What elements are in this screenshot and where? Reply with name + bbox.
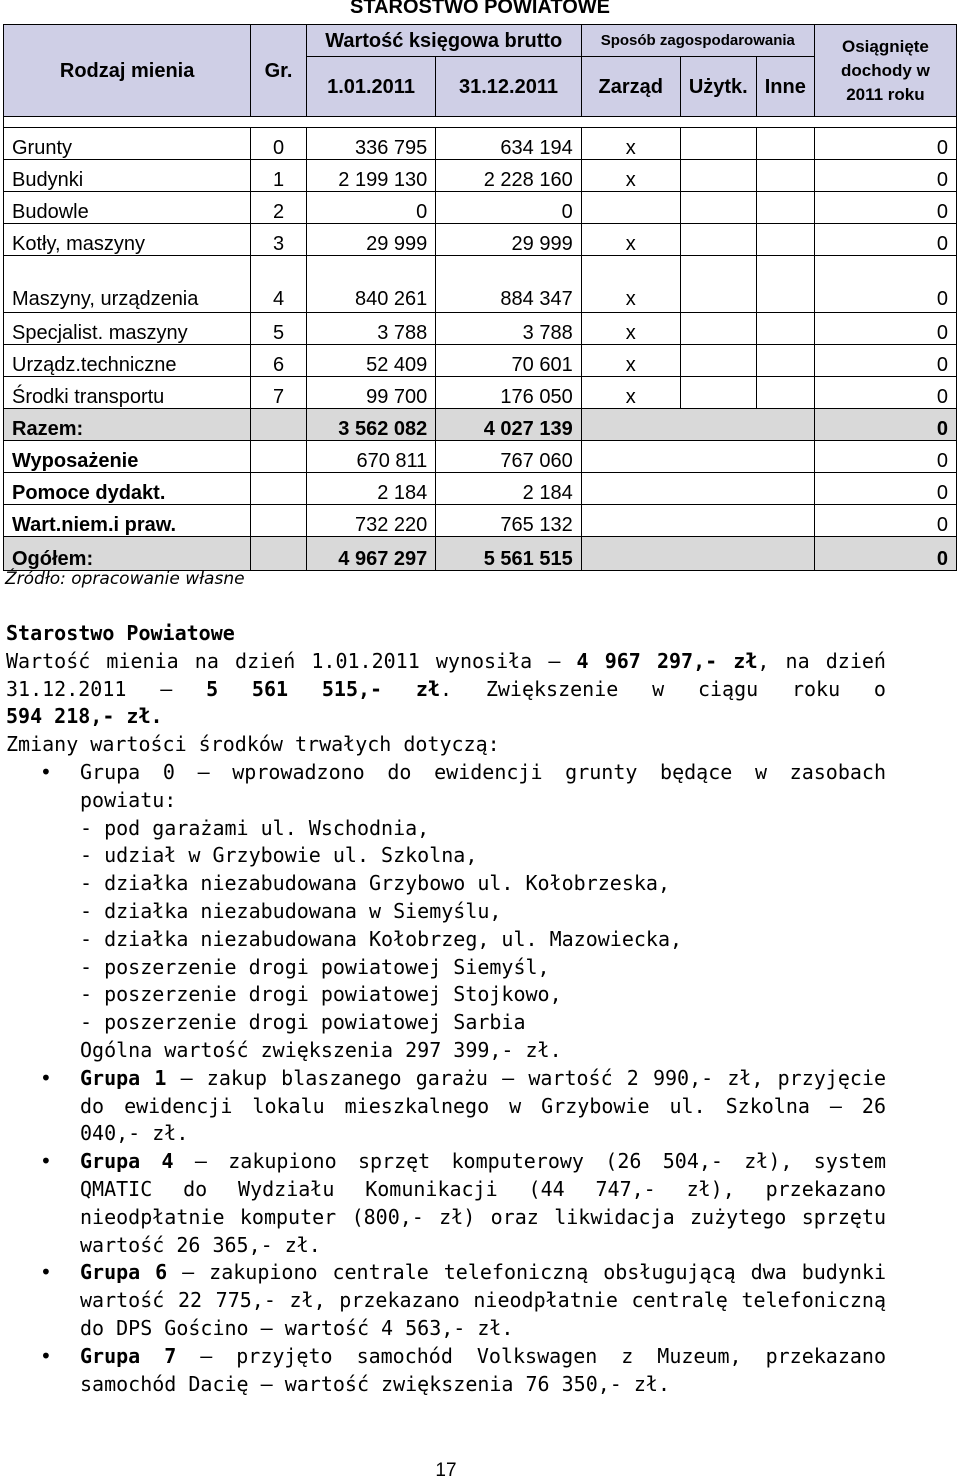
cell-doch: 0 — [814, 441, 956, 473]
cell-v1: 336 795 — [306, 128, 436, 160]
table-row — [4, 313, 957, 345]
header-date-end: 31.12.2011 — [436, 57, 581, 117]
text-span: – przyjęto samochód Volkswagen z Muzeum, przekazano samochód Dacię – wartość zwiększenia 76 350,- zł. — [80, 1343, 886, 1396]
cell-v1: 732 220 — [306, 505, 436, 537]
cell-name: Specjalist. maszyny — [4, 313, 251, 345]
cell-inne — [756, 345, 814, 377]
cell-name: Razem: — [4, 409, 251, 441]
cell-gr: 1 — [251, 160, 306, 192]
text-span: 31.12.2011 – — [6, 676, 207, 701]
cell-v2: 29 999 — [436, 224, 581, 256]
cell-doch: 0 — [814, 128, 956, 160]
cell-name: Wyposażenie — [4, 441, 251, 473]
cell-v1: 29 999 — [306, 224, 436, 256]
cell-v1: 3 562 082 — [306, 409, 436, 441]
cell-v1: 4 967 297 — [306, 537, 436, 571]
cell-zarzad: x — [581, 256, 680, 313]
cell-gr: 4 — [251, 256, 306, 313]
cell-gr: 3 — [251, 224, 306, 256]
list-item — [6, 1148, 886, 1259]
sub-item: - poszerzenie drogi powiatowej Sarbia — [80, 1010, 526, 1035]
cell-sposob — [581, 473, 814, 505]
cell-v2: 70 601 — [436, 345, 581, 377]
list-item — [6, 1259, 886, 1342]
cell-uzytk — [680, 128, 756, 160]
asset-value-table — [3, 24, 957, 571]
table-row — [4, 473, 957, 505]
page-number: 17 — [435, 1460, 457, 1481]
cell-inne — [756, 256, 814, 313]
ogolem-row — [4, 537, 957, 571]
cell-uzytk — [680, 256, 756, 313]
cell-inne — [756, 128, 814, 160]
header-uzytk: Użytk. — [680, 57, 756, 117]
list-item — [6, 759, 886, 1065]
sub-item: - działka niezabudowana w Siemyślu, — [80, 898, 502, 923]
cell-v2: 2 228 160 — [436, 160, 581, 192]
list-item — [6, 1343, 886, 1399]
cell-name: Wart.niem.i praw. — [4, 505, 251, 537]
header-date-start: 1.01.2011 — [306, 57, 436, 117]
cell-gr: 7 — [251, 377, 306, 409]
document-title: STAROSTWO POWIATOWE — [350, 0, 610, 18]
cell-v1: 670 811 — [306, 441, 436, 473]
cell-v2: 884 347 — [436, 256, 581, 313]
table-row — [4, 224, 957, 256]
cell-v1: 52 409 — [306, 345, 436, 377]
cell-uzytk — [680, 224, 756, 256]
cell-doch: 0 — [814, 345, 956, 377]
cell-v2: 2 184 — [436, 473, 581, 505]
cell-v1: 2 184 — [306, 473, 436, 505]
cell-zarzad: x — [581, 224, 680, 256]
cell-v2: 767 060 — [436, 441, 581, 473]
cell-gr: 5 — [251, 313, 306, 345]
cell-sposob — [581, 505, 814, 537]
text-bold: 5 561 515,- zł — [206, 676, 440, 701]
table-row — [4, 441, 957, 473]
cell-name: Środki transportu — [4, 377, 251, 409]
cell-doch: 0 — [814, 409, 956, 441]
table-row — [4, 128, 957, 160]
cell-gr — [251, 441, 306, 473]
table-row — [4, 192, 957, 224]
sub-item: - poszerzenie drogi powiatowej Stojkowo, — [80, 982, 562, 1007]
cell-inne — [756, 377, 814, 409]
cell-uzytk — [680, 313, 756, 345]
cell-inne — [756, 313, 814, 345]
table-spacer — [4, 117, 957, 128]
cell-zarzad: x — [581, 345, 680, 377]
text-bold: Grupa 7 — [80, 1343, 177, 1368]
paragraph-line — [6, 676, 886, 704]
table-row — [4, 505, 957, 537]
cell-uzytk — [680, 160, 756, 192]
cell-zarzad: x — [581, 160, 680, 192]
cell-uzytk — [680, 192, 756, 224]
razem-row — [4, 409, 957, 441]
cell-gr: 0 — [251, 128, 306, 160]
cell-inne — [756, 192, 814, 224]
cell-doch: 0 — [814, 313, 956, 345]
cell-doch: 0 — [814, 224, 956, 256]
table-row — [4, 345, 957, 377]
cell-v2: 634 194 — [436, 128, 581, 160]
header-sposob: Sposób zagospodarowania — [581, 25, 814, 57]
text-bold: Grupa 1 — [80, 1065, 167, 1090]
cell-doch: 0 — [814, 377, 956, 409]
cell-name: Grunty — [4, 128, 251, 160]
sub-item: - poszerzenie drogi powiatowej Siemyśl, — [80, 954, 550, 979]
cell-zarzad — [581, 192, 680, 224]
header-gr: Gr. — [251, 25, 306, 117]
source-note: Źródło: opracowanie własne — [5, 569, 245, 589]
cell-v2: 5 561 515 — [436, 537, 581, 571]
section-body — [6, 620, 886, 1398]
cell-gr — [251, 505, 306, 537]
cell-name: Urządz.techniczne — [4, 345, 251, 377]
text-span: , na dzień — [757, 648, 886, 673]
cell-zarzad: x — [581, 377, 680, 409]
header-dochody: Osiągnięte dochody w 2011 roku — [814, 25, 956, 117]
table-row — [4, 160, 957, 192]
table-row — [4, 377, 957, 409]
sub-item: Ogólna wartość zwiększenia 297 399,- zł. — [80, 1037, 562, 1062]
header-rodzaj: Rodzaj mienia — [4, 25, 251, 117]
paragraph-line — [6, 648, 886, 676]
section-heading: Starostwo Powiatowe — [6, 621, 235, 645]
text-span: – zakupiono sprzęt komputerowy (26 504,- zł), system QMATIC do Wydziału Komunikacji (44 747,- zł), przekazano nieodpłatnie komputer (800,- zł) oraz likwidacja zużytego sprzętu wartość 26 365,- zł. — [80, 1149, 886, 1257]
cell-v2: 765 132 — [436, 505, 581, 537]
cell-v2: 176 050 — [436, 377, 581, 409]
header-inne: Inne — [756, 57, 814, 117]
cell-v2: 3 788 — [436, 313, 581, 345]
cell-inne — [756, 224, 814, 256]
cell-gr — [251, 409, 306, 441]
cell-uzytk — [680, 377, 756, 409]
changes-list — [6, 759, 886, 1398]
cell-gr: 6 — [251, 345, 306, 377]
cell-doch: 0 — [814, 473, 956, 505]
cell-doch: 0 — [814, 537, 956, 571]
cell-name: Budynki — [4, 160, 251, 192]
cell-name: Pomoce dydakt. — [4, 473, 251, 505]
cell-v2: 4 027 139 — [436, 409, 581, 441]
text-span: . Zwiększenie w ciągu roku o — [439, 676, 886, 701]
header-zarzad: Zarząd — [581, 57, 680, 117]
cell-zarzad: x — [581, 313, 680, 345]
list-item — [6, 1065, 886, 1148]
paragraph-line: Zmiany wartości środków trwałych dotyczą: — [6, 732, 500, 757]
cell-name: Maszyny, urządzenia — [4, 256, 251, 313]
sub-item: - pod garażami ul. Wschodnia, — [80, 815, 430, 840]
cell-name: Ogółem: — [4, 537, 251, 571]
cell-v1: 0 — [306, 192, 436, 224]
table-row — [4, 256, 957, 313]
cell-doch: 0 — [814, 505, 956, 537]
cell-v1: 3 788 — [306, 313, 436, 345]
cell-inne — [756, 160, 814, 192]
cell-v1: 840 261 — [306, 256, 436, 313]
text-bold: Grupa 6 — [80, 1260, 168, 1285]
cell-sposob — [581, 537, 814, 571]
paragraph-line — [6, 703, 886, 731]
sub-item: - udział w Grzybowie ul. Szkolna, — [80, 843, 478, 868]
cell-doch: 0 — [814, 256, 956, 313]
sub-item: - działka niezabudowana Grzybowo ul. Kołobrzeska, — [80, 871, 671, 896]
text-bold: 4 967 297,- zł — [576, 648, 758, 673]
text-bold: 594 218,- zł. — [6, 704, 163, 729]
cell-gr: 2 — [251, 192, 306, 224]
cell-uzytk — [680, 345, 756, 377]
cell-doch: 0 — [814, 192, 956, 224]
cell-v1: 99 700 — [306, 377, 436, 409]
text-span: Grupa 0 – wprowadzono do ewidencji grunty będące w zasobach powiatu: — [80, 759, 886, 812]
cell-name: Budowle — [4, 192, 251, 224]
cell-gr — [251, 473, 306, 505]
cell-name: Kotły, maszyny — [4, 224, 251, 256]
text-bold: Grupa 4 — [80, 1149, 174, 1174]
cell-doch: 0 — [814, 160, 956, 192]
sub-item: - działka niezabudowana Kołobrzeg, ul. Mazowiecka, — [80, 926, 683, 951]
cell-sposob — [581, 409, 814, 441]
text-span: Wartość mienia na dzień 1.01.2011 wynosiła – — [6, 648, 577, 673]
header-wartosc: Wartość księgowa brutto — [306, 25, 581, 57]
cell-v1: 2 199 130 — [306, 160, 436, 192]
cell-zarzad: x — [581, 128, 680, 160]
text-span: – zakup blaszanego garażu – wartość 2 990,- zł, przyjęcie do ewidencji lokalu mieszkalnego w Grzybowie ul. Szkolna – 26 040,- zł. — [80, 1065, 886, 1146]
cell-v2: 0 — [436, 192, 581, 224]
cell-gr — [251, 537, 306, 571]
cell-sposob — [581, 441, 814, 473]
text-span: – zakupiono centrale telefoniczną obsługującą dwa budynki wartość 22 775,- zł, przekazano nieodpłatnie centralę telefoniczną do DPS Gościno – wartość 4 563,- zł. — [80, 1260, 886, 1340]
